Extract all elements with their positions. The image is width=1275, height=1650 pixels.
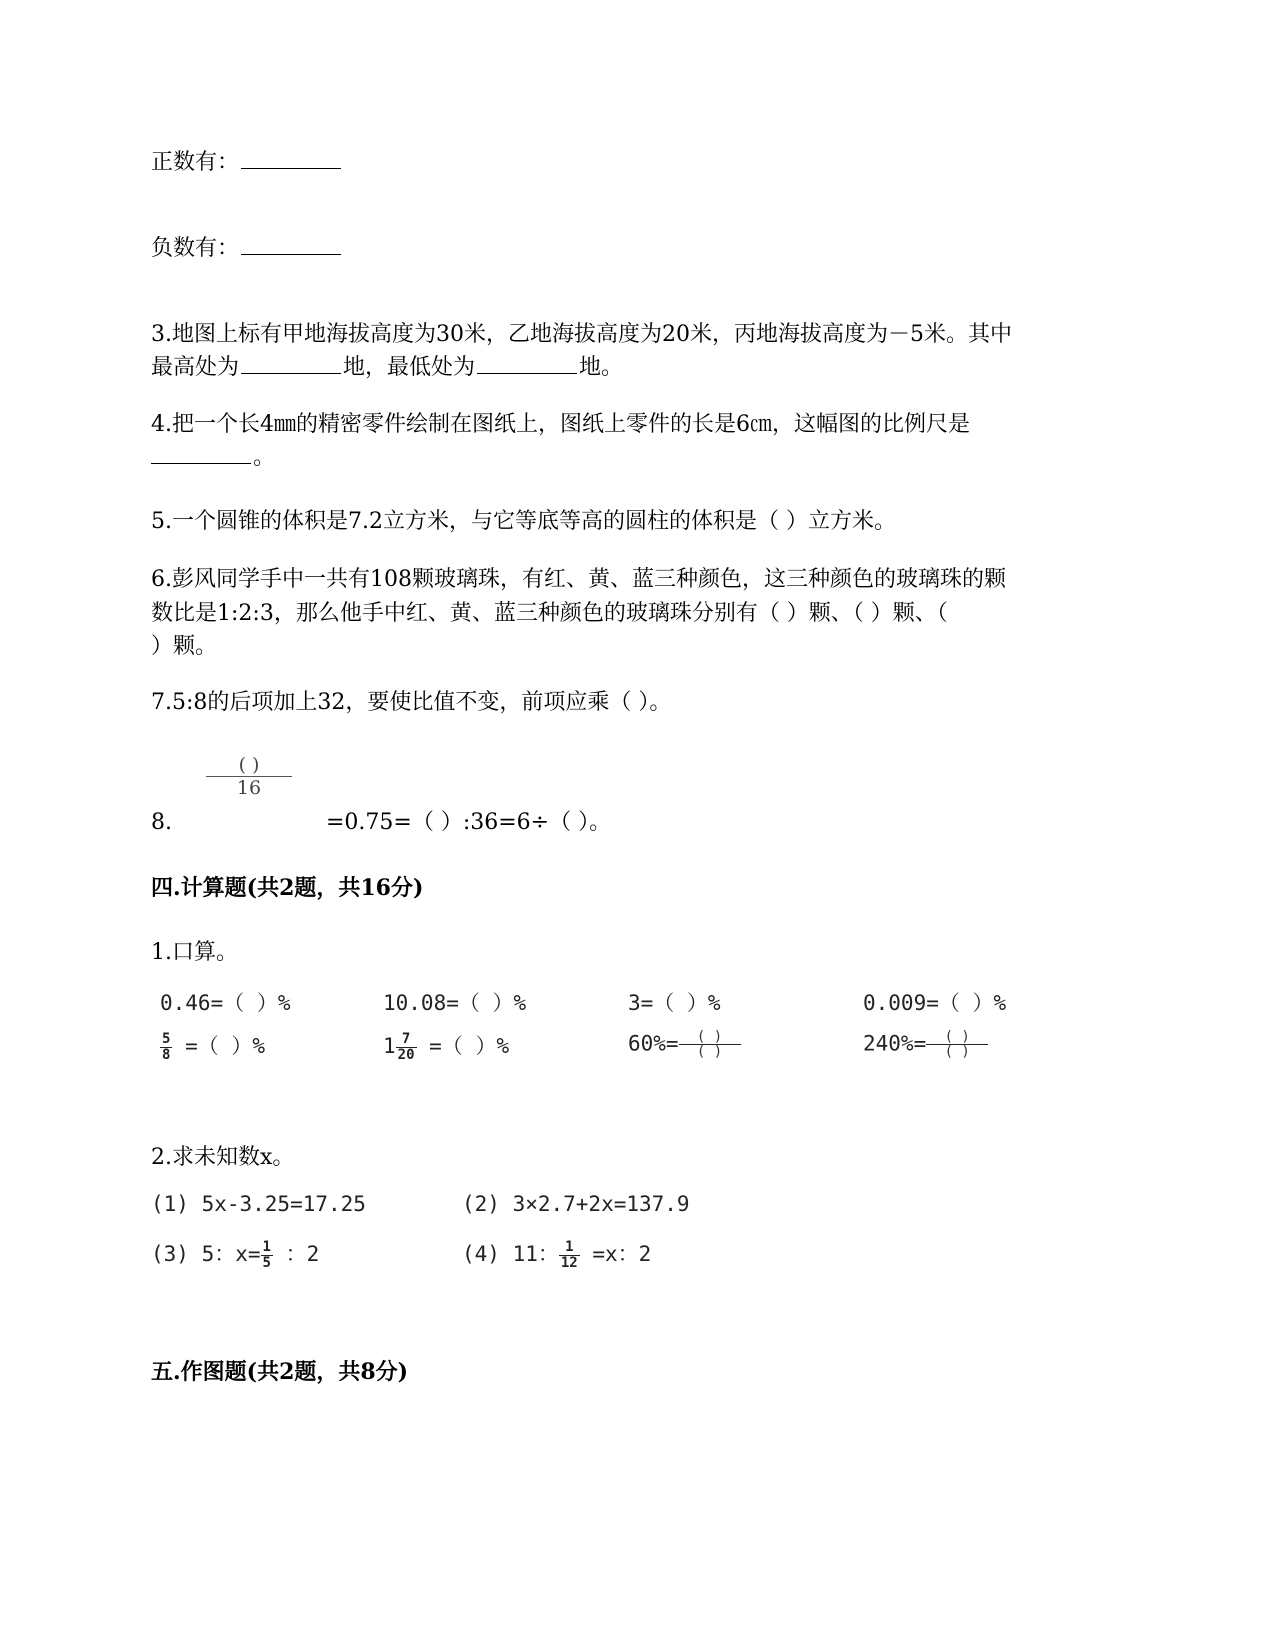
q8-fraction [206,754,292,799]
negative-answer-blank[interactable] [241,232,341,255]
q4-blank-scale[interactable] [151,441,251,464]
q3-line1: 3.地图上标有甲地海拔高度为30米，乙地海拔高度为20米，丙地海拔高度为－5米。其中 [151,322,1012,347]
q7-text: 7.5:8的后项加上32，要使比值不变，前项应乘（ ）。 [151,690,672,715]
fraction-5-8: $\frac{5}{8}$ [162,1030,171,1063]
q4-line1: 4.把一个长4㎜的精密零件绘制在图纸上，图纸上零件的长是6㎝，这幅图的比例尺是 [151,412,970,437]
equation-1: (1) 5x-3.25=17.25 [151,1192,366,1216]
equation-4: (4) 11： $\frac{1}{12}$ =x：2 [462,1238,652,1271]
equation-3: (3) 5：x= $\frac{1}{5}$ ：2 [151,1238,320,1271]
q3-blank-highest[interactable] [241,351,341,374]
q3-text-a: 最高处为 [151,355,240,380]
calc2-title: 2.求未知数x。 [151,1145,295,1170]
q4-line2 [151,441,275,474]
fraction-1-12: $\frac{1}{12}$ [560,1238,578,1271]
positive-numbers-question [151,146,343,179]
blank-fraction[interactable]: ( ) ( ) [926,1030,988,1059]
q3-blank-lowest[interactable] [477,351,577,374]
q6-line1: 6.彭风同学手中一共有108颗玻璃珠，有红、黄、蓝三种颜色，这三种颜色的玻璃珠的颗 [151,567,1006,592]
q3-text-b: 地，最低处为 [343,355,476,380]
calc1-item-8: 240%= ( ) ( ) [863,1030,988,1059]
negative-label: 负数有： [151,236,240,261]
equation-2: (2) 3×2.7+2x=137.9 [462,1192,690,1216]
q8-frac-numerator: ( ) [206,754,292,777]
q5-text: 5.一个圆锥的体积是7.2立方米，与它等底等高的圆柱的体积是（ ）立方米。 [151,509,896,534]
section5-title: 五.作图题(共2题，共8分) [151,1359,409,1385]
fraction-1-5: $\frac{1}{5}$ [262,1238,271,1271]
q6-line3: ）颗。 [151,634,218,659]
section4-title: 四.计算题(共2题，共16分) [151,875,424,901]
positive-answer-blank[interactable] [241,146,341,169]
q8-number: 8. [151,810,172,835]
calc1-item-5: $\frac{5}{8}$ =（ ）% [162,1030,266,1063]
q3-text-c: 地。 [579,355,624,380]
negative-numbers-question [151,232,343,265]
blank-fraction[interactable]: ( ) ( ) [679,1030,741,1059]
q8-frac-denominator: 16 [236,777,262,799]
q4-end: 。 [253,445,276,470]
calc1-title: 1.口算。 [151,940,238,965]
calc1-item-6: 1 $\frac{7}{20}$ =（ ）% [383,1030,510,1063]
q3-line2 [151,351,623,384]
calc1-item-3: 3=（ ）% [628,991,721,1015]
calc1-item-4: 0.009=（ ）% [863,991,1007,1015]
fraction-7-20: $\frac{7}{20}$ [397,1030,415,1063]
q8-rest: =0.75=（ ）:36=6÷（ ）。 [326,810,612,835]
calc1-item-1: 0.46=（ ）% [160,991,291,1015]
calc1-item-7: 60%= ( ) ( ) [628,1030,741,1059]
calc1-item-2: 10.08=（ ）% [383,991,527,1015]
positive-label: 正数有： [151,150,240,175]
q6-line2: 数比是1:2:3，那么他手中红、黄、蓝三种颜色的玻璃珠分别有（ ）颗、（ ）颗、（ [151,601,948,626]
